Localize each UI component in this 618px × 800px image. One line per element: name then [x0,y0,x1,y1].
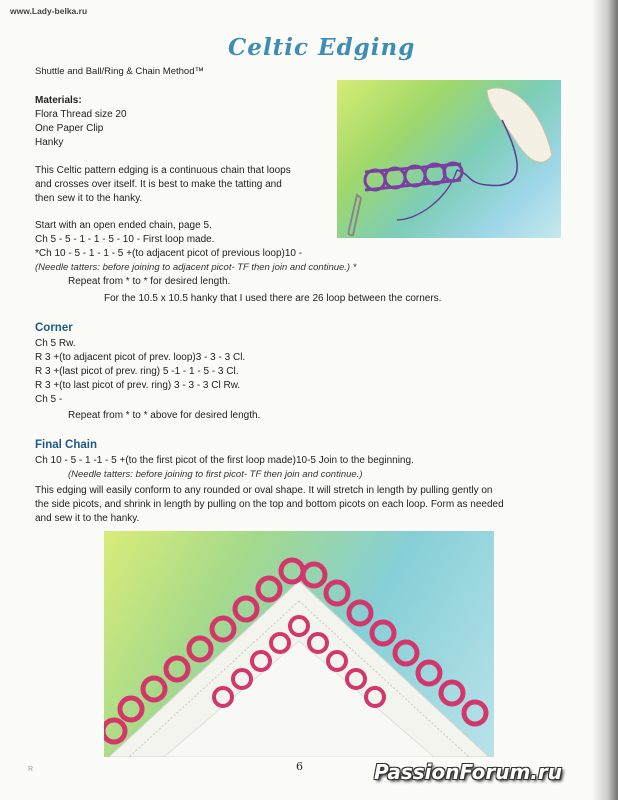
instruction-needle-note: (Needle tatters: before joining to adjacent picot- TF then join and continue.) * [35,262,357,273]
corner-repeat: Repeat from * to * above for desired length. [68,410,261,421]
final-chain-para-1: This edging will easily conform to any rounded or oval shape. It will stretch in length by pulling gently on [35,485,493,496]
corner-heading: Corner [35,322,73,334]
intro-line-1: This Celtic pattern edging is a continuous chain that loops [35,165,291,176]
paper-clip-shape [349,195,362,235]
instruction-start: Start with an open ended chain, page 5. [35,220,212,231]
corner-line-5: Ch 5 - [35,394,63,405]
purple-tatting-loops [365,163,462,190]
final-chain-para-2: the side picots, and shrink in length by pulling on the top and bottom picots on each loop. Form as needed [35,499,504,510]
instruction-repeat-chain: *Ch 10 - 5 - 1 - 1 - 5 +(to adjacent picot of previous loop)10 - [35,248,303,259]
instruction-repeat: Repeat from * to * for desired length. [68,276,231,287]
page-number: 6 [296,760,303,773]
final-chain-heading: Final Chain [35,439,97,451]
final-chain-needle-note: (Needle tatters: before joining to first picot- TF then join and continue.) [68,469,363,480]
site-url: www.Lady-belka.ru [10,6,88,16]
corner-line-4: R 3 +(to last picot of prev. ring) 3 - 3 - 3 Cl Rw. [35,380,241,391]
page-edge-shadow [592,0,618,800]
material-item-hanky: Hanky [35,137,64,148]
material-item-thread: Flora Thread size 20 [35,109,127,120]
materials-heading: Materials: [35,95,82,106]
corner-line-3: R 3 +(last picot of prev. ring) 5 -1 - 1 - 5 - 3 Cl. [35,366,239,377]
instruction-hanky-count: For the 10.5 x 10.5 hanky that I used there are 26 loop between the corners. [104,293,442,304]
shuttle-tatting-illustration [337,80,561,238]
intro-line-3: then sew it to the hanky. [35,193,143,204]
method-subtitle: Shuttle and Ball/Ring & Chain Method™ [35,66,204,77]
page-corner-mark: R [28,766,34,773]
forum-watermark: PassionForum.ru [374,760,563,784]
shuttle-tatting-photo [337,80,561,238]
hanky-corner-photo [104,531,494,757]
page-title: Celtic Edging [228,34,416,61]
corner-line-2: R 3 +(to adjacent picot of prev. loop)3 - 3 - 3 Cl. [35,352,246,363]
instruction-first-loop: Ch 5 - 5 - 1 - 1 - 5 - 10 - First loop made. [35,234,215,245]
intro-line-2: and crosses over itself. It is best to make the tatting and [35,179,282,190]
final-chain-para-3: and sew it to the hanky. [35,513,140,524]
hanky-corner-illustration [104,531,494,757]
final-chain-line-1: Ch 10 - 5 - 1 -1 - 5 +(to the first picot of the first loop made)10-5 Join to the beginning. [35,455,414,466]
shuttle-shape [487,88,552,162]
material-item-clip: One Paper Clip [35,123,104,134]
corner-line-1: Ch 5 Rw. [35,338,76,349]
